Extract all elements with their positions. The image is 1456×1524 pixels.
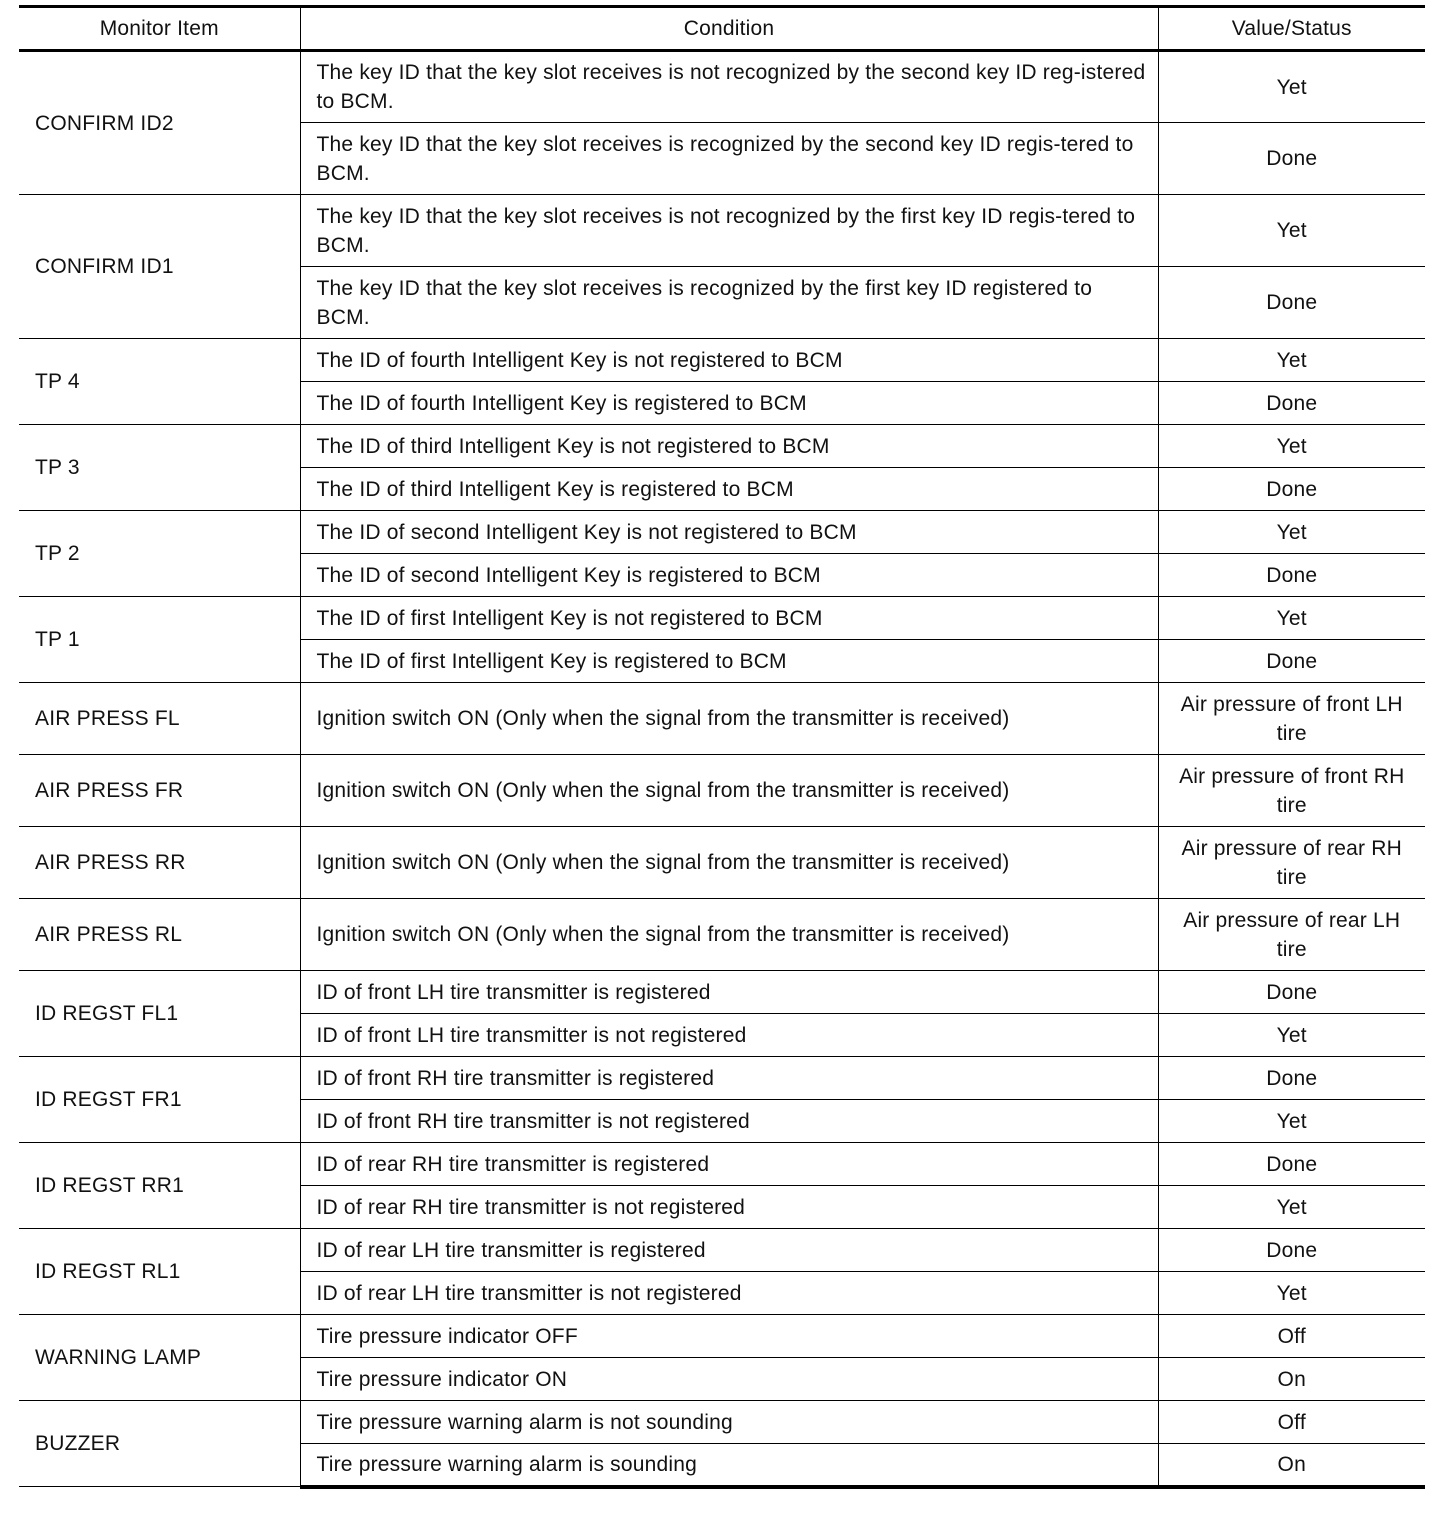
condition-cell: ID of rear RH tire transmitter is registered bbox=[300, 1143, 1158, 1186]
condition-cell: ID of rear RH tire transmitter is not registered bbox=[300, 1186, 1158, 1229]
condition-cell: The ID of second Intelligent Key is registered to BCM bbox=[300, 554, 1158, 597]
monitor-item-cell: AIR PRESS RL bbox=[19, 899, 300, 971]
condition-cell: Tire pressure indicator ON bbox=[300, 1358, 1158, 1401]
table-row bbox=[19, 827, 1425, 899]
monitor-item-cell: BUZZER bbox=[19, 1401, 300, 1487]
value-status-cell: Yet bbox=[1158, 425, 1425, 468]
value-status-cell: Done bbox=[1158, 554, 1425, 597]
header-condition: Condition bbox=[300, 7, 1158, 51]
value-status-cell: Done bbox=[1158, 640, 1425, 683]
value-status-cell: Done bbox=[1158, 971, 1425, 1014]
table-row bbox=[19, 51, 1425, 123]
condition-cell: Tire pressure warning alarm is not sounding bbox=[300, 1401, 1158, 1444]
value-status-cell: Done bbox=[1158, 1057, 1425, 1100]
value-status-cell: Air pressure of front LH tire bbox=[1158, 683, 1425, 755]
condition-cell: ID of front LH tire transmitter is not registered bbox=[300, 1014, 1158, 1057]
condition-cell: ID of front RH tire transmitter is not registered bbox=[300, 1100, 1158, 1143]
table-body bbox=[19, 51, 1425, 1487]
value-status-cell: Done bbox=[1158, 267, 1425, 339]
value-status-cell: Done bbox=[1158, 382, 1425, 425]
value-status-cell: Yet bbox=[1158, 195, 1425, 267]
condition-cell: Tire pressure warning alarm is sounding bbox=[300, 1444, 1158, 1487]
header-monitor-item: Monitor Item bbox=[19, 7, 300, 51]
value-status-cell: Yet bbox=[1158, 1014, 1425, 1057]
condition-cell: The ID of fourth Intelligent Key is registered to BCM bbox=[300, 382, 1158, 425]
condition-cell: The ID of first Intelligent Key is registered to BCM bbox=[300, 640, 1158, 683]
table-row bbox=[19, 1057, 1425, 1100]
condition-cell: ID of rear LH tire transmitter is registered bbox=[300, 1229, 1158, 1272]
value-status-cell: On bbox=[1158, 1444, 1425, 1487]
table-row bbox=[19, 195, 1425, 267]
table-row bbox=[19, 1229, 1425, 1272]
monitor-item-cell: TP 2 bbox=[19, 511, 300, 597]
condition-cell: The key ID that the key slot receives is not recognized by the first key ID regis-tered to BCM. bbox=[300, 195, 1158, 267]
monitor-item-cell: AIR PRESS FR bbox=[19, 755, 300, 827]
condition-cell: Ignition switch ON (Only when the signal from the transmitter is received) bbox=[300, 899, 1158, 971]
monitor-item-cell: ID REGST RR1 bbox=[19, 1143, 300, 1229]
value-status-cell: Air pressure of rear LH tire bbox=[1158, 899, 1425, 971]
value-status-cell: Air pressure of front RH tire bbox=[1158, 755, 1425, 827]
monitor-item-cell: AIR PRESS RR bbox=[19, 827, 300, 899]
monitor-table bbox=[19, 5, 1425, 1489]
condition-cell: The ID of third Intelligent Key is not registered to BCM bbox=[300, 425, 1158, 468]
table-row bbox=[19, 1143, 1425, 1186]
value-status-cell: Off bbox=[1158, 1315, 1425, 1358]
condition-cell: The ID of first Intelligent Key is not registered to BCM bbox=[300, 597, 1158, 640]
table-row bbox=[19, 1315, 1425, 1358]
header-row bbox=[19, 7, 1425, 51]
table-row bbox=[19, 339, 1425, 382]
monitor-item-cell: CONFIRM ID2 bbox=[19, 51, 300, 195]
condition-cell: ID of front LH tire transmitter is registered bbox=[300, 971, 1158, 1014]
table-row bbox=[19, 683, 1425, 755]
value-status-cell: Yet bbox=[1158, 1186, 1425, 1229]
table-row bbox=[19, 597, 1425, 640]
value-status-cell: Yet bbox=[1158, 51, 1425, 123]
table-row bbox=[19, 755, 1425, 827]
table-row bbox=[19, 425, 1425, 468]
value-status-cell: Yet bbox=[1158, 597, 1425, 640]
monitor-item-cell: TP 3 bbox=[19, 425, 300, 511]
condition-cell: The key ID that the key slot receives is recognized by the first key ID registered to BCM. bbox=[300, 267, 1158, 339]
condition-cell: ID of rear LH tire transmitter is not registered bbox=[300, 1272, 1158, 1315]
value-status-cell: Yet bbox=[1158, 339, 1425, 382]
monitor-item-cell: WARNING LAMP bbox=[19, 1315, 300, 1401]
value-status-cell: Yet bbox=[1158, 1100, 1425, 1143]
value-status-cell: Done bbox=[1158, 1229, 1425, 1272]
condition-cell: Ignition switch ON (Only when the signal from the transmitter is received) bbox=[300, 683, 1158, 755]
monitor-item-cell: TP 4 bbox=[19, 339, 300, 425]
condition-cell: The key ID that the key slot receives is not recognized by the second key ID reg-istered to BCM. bbox=[300, 51, 1158, 123]
condition-cell: The ID of second Intelligent Key is not registered to BCM bbox=[300, 511, 1158, 554]
value-status-cell: Done bbox=[1158, 468, 1425, 511]
monitor-item-cell: AIR PRESS FL bbox=[19, 683, 300, 755]
monitor-item-cell: ID REGST RL1 bbox=[19, 1229, 300, 1315]
value-status-cell: Air pressure of rear RH tire bbox=[1158, 827, 1425, 899]
monitor-item-cell: TP 1 bbox=[19, 597, 300, 683]
condition-cell: The ID of fourth Intelligent Key is not registered to BCM bbox=[300, 339, 1158, 382]
table-row bbox=[19, 1401, 1425, 1444]
value-status-cell: Yet bbox=[1158, 1272, 1425, 1315]
table-row bbox=[19, 511, 1425, 554]
condition-cell: ID of front RH tire transmitter is registered bbox=[300, 1057, 1158, 1100]
header-value-status: Value/Status bbox=[1158, 7, 1425, 51]
condition-cell: The ID of third Intelligent Key is registered to BCM bbox=[300, 468, 1158, 511]
table-row bbox=[19, 971, 1425, 1014]
value-status-cell: On bbox=[1158, 1358, 1425, 1401]
condition-cell: Ignition switch ON (Only when the signal from the transmitter is received) bbox=[300, 827, 1158, 899]
value-status-cell: Done bbox=[1158, 123, 1425, 195]
table-header bbox=[19, 7, 1425, 51]
monitor-item-cell: ID REGST FR1 bbox=[19, 1057, 300, 1143]
table-row bbox=[19, 899, 1425, 971]
value-status-cell: Done bbox=[1158, 1143, 1425, 1186]
condition-cell: The key ID that the key slot receives is recognized by the second key ID regis-tered to BCM. bbox=[300, 123, 1158, 195]
condition-cell: Tire pressure indicator OFF bbox=[300, 1315, 1158, 1358]
value-status-cell: Yet bbox=[1158, 511, 1425, 554]
monitor-item-cell: ID REGST FL1 bbox=[19, 971, 300, 1057]
monitor-item-cell: CONFIRM ID1 bbox=[19, 195, 300, 339]
condition-cell: Ignition switch ON (Only when the signal from the transmitter is received) bbox=[300, 755, 1158, 827]
value-status-cell: Off bbox=[1158, 1401, 1425, 1444]
